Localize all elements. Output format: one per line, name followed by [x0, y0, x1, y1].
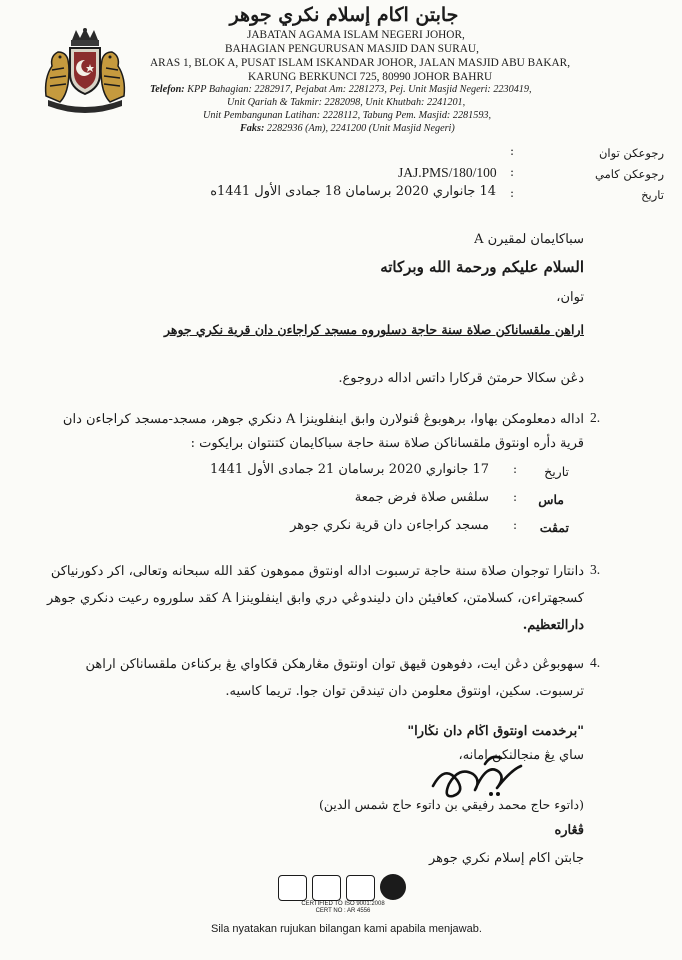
greeting: السلام عليكم ورحمة الله وبركاته [380, 258, 584, 276]
amanah-line: ساي يڠ منجالنكن امانه، [458, 748, 584, 763]
sirim-logo-icon [312, 875, 341, 901]
salutation: توان، [556, 290, 584, 305]
detail-tempat-label: تمڤت [539, 520, 569, 535]
quality-certification-logo-icon [278, 875, 307, 901]
telefon-label: Telefon: [150, 84, 185, 95]
para3-line1: دانتارا توجوان صلاة سنة حاجة ترسبوت اداله اونتوق مموهون كقد الله سبحانه وتعالى، اكر دكورنياكن [50, 564, 584, 579]
colon-2: : [510, 165, 515, 179]
signer-department: جابتن اكام إسلام نكري جوهر [428, 851, 584, 866]
tarikh-label: تاريخ [641, 188, 664, 202]
telefon-line-3: Unit Pembangunan Latihan: 2228112, Tabung Pem. Masjid: 2281593, [203, 110, 492, 121]
address-line-2: KARUNG BERKUNCI 725, 80990 JOHOR BAHRU [248, 71, 493, 83]
para3-line3: دارالتعظيم. [522, 618, 584, 633]
para4-line1: سهوبوڠن دڠن ايت، دفوهون قيهق توان اونتوق مڠارهكن قكاواي يڠ بركناءن ملقساناكن اراهن [85, 657, 584, 672]
detail-colon-2: : [513, 490, 518, 504]
signer-name: (داتوء حاج محمد رفيقي بن داتوء حاج شمس الدين) [318, 797, 584, 812]
subject-line: اراهن ملقساناكن صلاة سنة حاجة دسلوروه مسجد كراجاءن دان قرية نکري جوهر [163, 322, 584, 337]
faks-numbers: 2282936 (Am), 2241200 (Unit Masjid Negeri) [266, 123, 455, 134]
rujukan-kami-value: JAJ.PMS/180/100 [398, 165, 497, 180]
rujukan-tuan-label: رجوعكن توان [598, 146, 664, 160]
detail-colon-1: : [513, 462, 518, 476]
address-line-1: ARAS 1, BLOK A, PUSAT ISLAM ISKANDAR JOHOR, JALAN MASJID ABU BAKAR, [150, 57, 571, 69]
telefon-line-2: Unit Qariah & Takmir: 2282098, Unit Khutbah: 2241201, [227, 97, 466, 108]
detail-masa-value: سلڤس صلاة فرض جمعة [354, 490, 489, 505]
opening-line: دڠن سکالا حرمتڽ قركارا داتس اداله دروجوع. [338, 371, 584, 386]
iqnet-logo-icon [380, 874, 406, 900]
detail-tempat-value: مسجد كراجاءن دان قرية نكري جوهر [290, 518, 489, 533]
division-name: BAHAGIAN PENGURUSAN MASJID DAN SURAU, [225, 43, 479, 55]
colon-3: : [510, 186, 515, 200]
handwritten-signature [425, 744, 535, 804]
telefon-numbers-1: KPP Bahagian: 2282917, Pejabat Am: 2281273, Pej. Unit Masjid Negeri: 2230419, [187, 84, 532, 95]
para2-line2: قرية دأره اونتوق ملقساناكن صلاة سنة حاجة سباكايمان كتنتوان برايكوت : [190, 436, 584, 451]
org-name-jawi: جابتن اکام إسلام نکري جوهر [229, 4, 459, 26]
recipient: سباكايمان لمقيرن A [474, 232, 584, 247]
para4-line2: ترسبوت. سكين، اونتوق معلومن دان تيندقن توان جوا. تريما كاسيه. [225, 684, 584, 699]
para3-line2: كسجهتراءن، كسلامتن، كعافيئن دان دليندوڠي دري وابق اينفلوينزا A كقد سلوروه رعيت دنكري جوهر [47, 591, 584, 606]
para2-number: 2. [590, 410, 601, 425]
johor-coat-of-arms-icon [40, 26, 130, 114]
cert-number: CERT NO : AR 4556 [315, 908, 371, 914]
motto: "برخدمت اونتوق اڬام دان نڬارا" [407, 724, 584, 739]
colon-1: : [510, 144, 515, 158]
rujukan-kami-label: رجوعكن كامي [595, 167, 664, 181]
signer-title: ڤڠاره [554, 823, 584, 838]
org-name: JABATAN AGAMA ISLAM NEGERI JOHOR, [247, 29, 465, 41]
telefon-line-1 [150, 84, 532, 95]
detail-tarikh-value: 17 جانواري 2020 برسامان 21 جمادى الأول 1441 [210, 462, 489, 477]
cert-standard: CERTIFIED TO ISO 9001:2008 [301, 901, 385, 907]
detail-tarikh-label: تاريخ [544, 464, 569, 479]
para2-line1: اداله دمعلومكن بهاوا، برهوبوڠ ڤنولارن وابق اينفلوينزا A دنكري جوهر، مسجد-مسجد كراجاءن دان [62, 412, 584, 427]
footer-note: Sila nyatakan rujukan bilangan kami apabila menjawab. [211, 923, 482, 935]
detail-masa-label: ماس [538, 492, 564, 507]
tarikh-value: 14 جانواري 2020 برسامان 18 جمادى الأول 1441ه [210, 184, 496, 199]
para4-number: 4. [590, 655, 601, 670]
faks-line [240, 123, 455, 134]
para3-number: 3. [590, 562, 601, 577]
faks-label: Faks: [240, 123, 265, 134]
quality-certification-logo-2-icon [346, 875, 375, 901]
detail-colon-3: : [513, 518, 518, 532]
